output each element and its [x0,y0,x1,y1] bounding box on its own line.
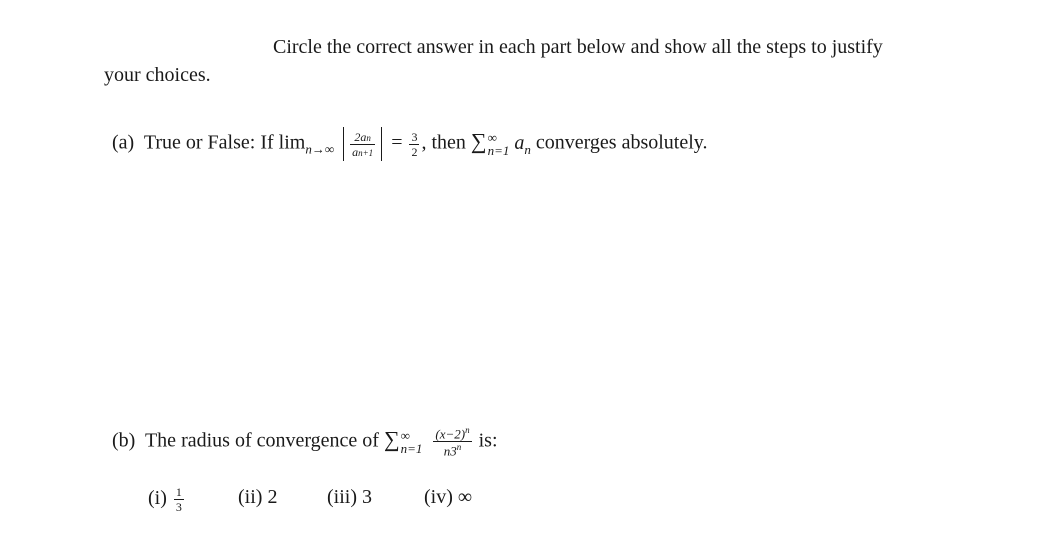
sum-limits: ∞ n=1 [487,130,510,158]
sigma-icon: ∑ [383,426,400,452]
question-b-suffix: is: [478,429,498,452]
three-halves-fraction: $\frac{3}{2}$ [411,129,418,159]
question-b-prefix: The radius of convergence of [144,429,379,452]
ratio-numerator: 2an [350,131,375,145]
choice-iv[interactable] [424,486,472,509]
one-third-fraction: $\frac{1}{3}$ [175,485,182,514]
question-a-suffix: converges absolutely. [535,131,708,154]
choice-iii-label: (iii) [327,486,357,508]
question-a-prefix: True or False: If lim [143,131,306,154]
ratio-denominator: an+1 [352,144,374,159]
choice-ii-value: 2 [267,486,278,508]
choice-iv-value: ∞ [457,486,473,508]
choice-i-label: (i) [148,487,167,510]
choice-iii-value: 3 [362,486,372,508]
choice-i[interactable] [148,486,186,513]
abs-bar-left [343,127,344,161]
choice-ii-label: (ii) [238,486,263,508]
question-a [112,127,708,161]
series-numerator: $(x-2)^n$ [435,425,470,442]
abs-bar-right [381,127,382,161]
sum-limits: ∞ n=1 [400,427,423,456]
question-a-label: (a) [112,131,135,154]
power-series-fraction [433,426,471,458]
instructions-line-2: your choices. [104,64,211,86]
ratio-fraction [350,131,375,158]
instructions-line-1: Circle the correct answer in each part below and show all the steps to justify [273,36,883,58]
question-b-label: (b) [112,429,136,452]
series-term: $a_n$ [514,131,531,157]
sigma-icon: ∑ [470,128,487,154]
series-denominator: n3$^n$ [443,442,462,459]
choice-iii[interactable] [327,486,372,509]
choice-ii[interactable] [238,486,277,509]
lim-subscript: n→∞ [305,141,335,157]
then-text: , then [421,131,466,154]
question-b [112,426,498,458]
equals-sign: = [391,131,403,154]
choice-iv-label: (iv) [424,486,453,508]
